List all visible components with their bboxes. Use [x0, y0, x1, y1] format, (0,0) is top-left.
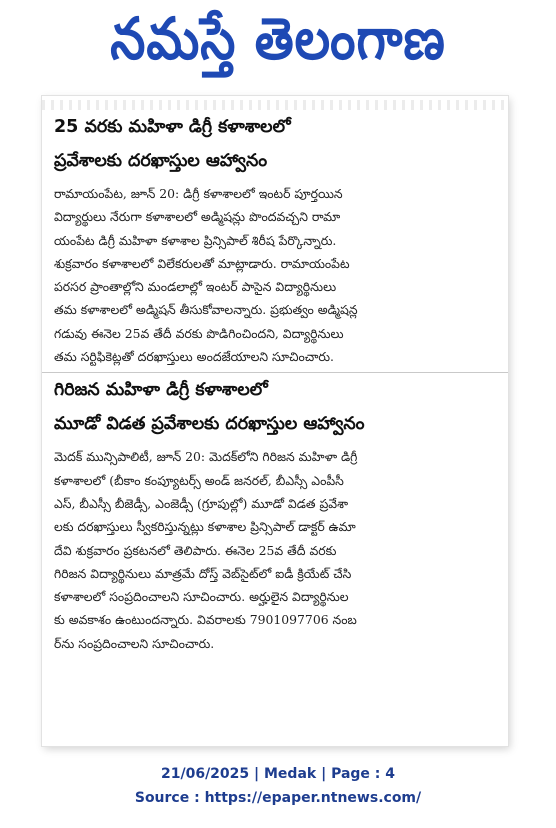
- article-1-body-line: విద్యార్థులు నేరుగా కళాశాలలో అడ్మిషన్లు పొందవచ్చని రామా: [54, 209, 341, 225]
- article-1: [54, 116, 498, 368]
- article-1-headline-line-2: ప్రవేశాలకు దరఖాస్తుల ఆహ్వానం: [54, 151, 268, 171]
- article-1-body-line: తమ సర్టిఫికెట్లతో దరఖాస్తులు అందజేయాలని సూచించారు.: [54, 349, 334, 365]
- article-2-body-line: కళాశాలలో (బీకాం కంప్యూటర్స్ అండ్ జనరల్, బీఎస్సీ ఎంపీసీ: [54, 472, 344, 488]
- article-1-body: [54, 182, 498, 368]
- article-1-body-line: శుక్రవారం కళాశాలలో విలేకరులతో మాట్లాడారు. రామాయంపేట: [54, 255, 350, 271]
- article-divider: [42, 372, 508, 373]
- article-2-body-line: మెదక్ మున్సిపాలిటీ, జూన్ 20: మెదక్‌లోని గిరిజన మహిళా డిగ్రీ: [54, 449, 358, 465]
- article-1-headline-line-1: 25 వరకు మహిళా డిగ్రీ కళాశాలలో: [54, 117, 291, 137]
- article-1-body-line: గడువు ఈనెల 25వ తేదీ వరకు పొడిగించిందని, విద్యార్థినులు: [54, 325, 344, 341]
- article-2-body-line: దేవి శుక్రవారం ప్రకటనలో తెలిపారు. ఈనెల 25వ తేదీ వరకు: [54, 542, 337, 558]
- article-2-body-line: లకు దరఖాస్తులు స్వీకరిస్తున్నట్లు కళాశాల ప్రిన్సిపాల్ డాక్టర్ ఉమా: [54, 519, 356, 535]
- article-1-body-line: యంపేట డిగ్రీ మహిళా కళాశాల ప్రిన్సిపాల్ శిరీష పేర్కొన్నారు.: [54, 232, 337, 248]
- article-1-body-line: రామాయంపేట, జూన్ 20: డిగ్రీ కళాశాలలో ఇంటర్ పూర్తయిన: [54, 186, 343, 201]
- article-2-headline-line-1: గిరిజన మహిళా డిగ్రీ కళాశాలలో: [54, 380, 268, 401]
- article-2-body: [54, 445, 498, 655]
- clipping-torn-edge: [42, 100, 508, 110]
- newspaper-title: నమస్తే తెలంగాణ: [110, 5, 446, 73]
- article-2-body-line: ర్‌ను సంప్రదించాలని సూచించారు.: [54, 635, 215, 651]
- article-2-headline-line-2: మూడో విడత ప్రవేశాలకు దరఖాస్తుల ఆహ్వానం: [54, 414, 365, 435]
- article-1-body-line: తమ కళాశాలలో అడ్మిషన్ తీసుకోవాలన్నారు. ప్రభుత్వం అడ్మిషన్ల: [54, 302, 358, 318]
- footer-date-line: 21/06/2025 | Medak | Page : 4: [160, 766, 396, 782]
- masthead: [0, 0, 556, 78]
- article-2: [54, 379, 498, 655]
- article-1-body-line: పరసర ప్రాంతాల్లోని మండలాల్లో ఇంటర్ పాసైన విద్యార్థినులు: [54, 279, 337, 295]
- article-2-body-line: కు అవకాశం ఉంటుందన్నారు. వివరాలకు 7901097706 నంబ: [54, 612, 357, 628]
- news-clipping: [42, 96, 508, 746]
- article-2-body-line: కళాశాలలో సంప్రదించాలని సూచించారు. అర్హులైన విద్యార్థినుల: [54, 589, 349, 605]
- article-2-body-line: ఎస్, బీఎస్సీ బీజెడ్సీ, ఎంజెడ్సీ (గ్రూపుల్లో) మూడో విడత ప్రవేశా: [54, 495, 349, 511]
- article-2-body-line: గిరిజన విద్యార్థినులు మాత్రమే దోస్త్ వెబ్‌సైట్‌లో ఐడీ క్రియేట్ చేసి: [54, 565, 352, 581]
- footer-source-line: Source : https://epaper.ntnews.com/: [134, 790, 422, 806]
